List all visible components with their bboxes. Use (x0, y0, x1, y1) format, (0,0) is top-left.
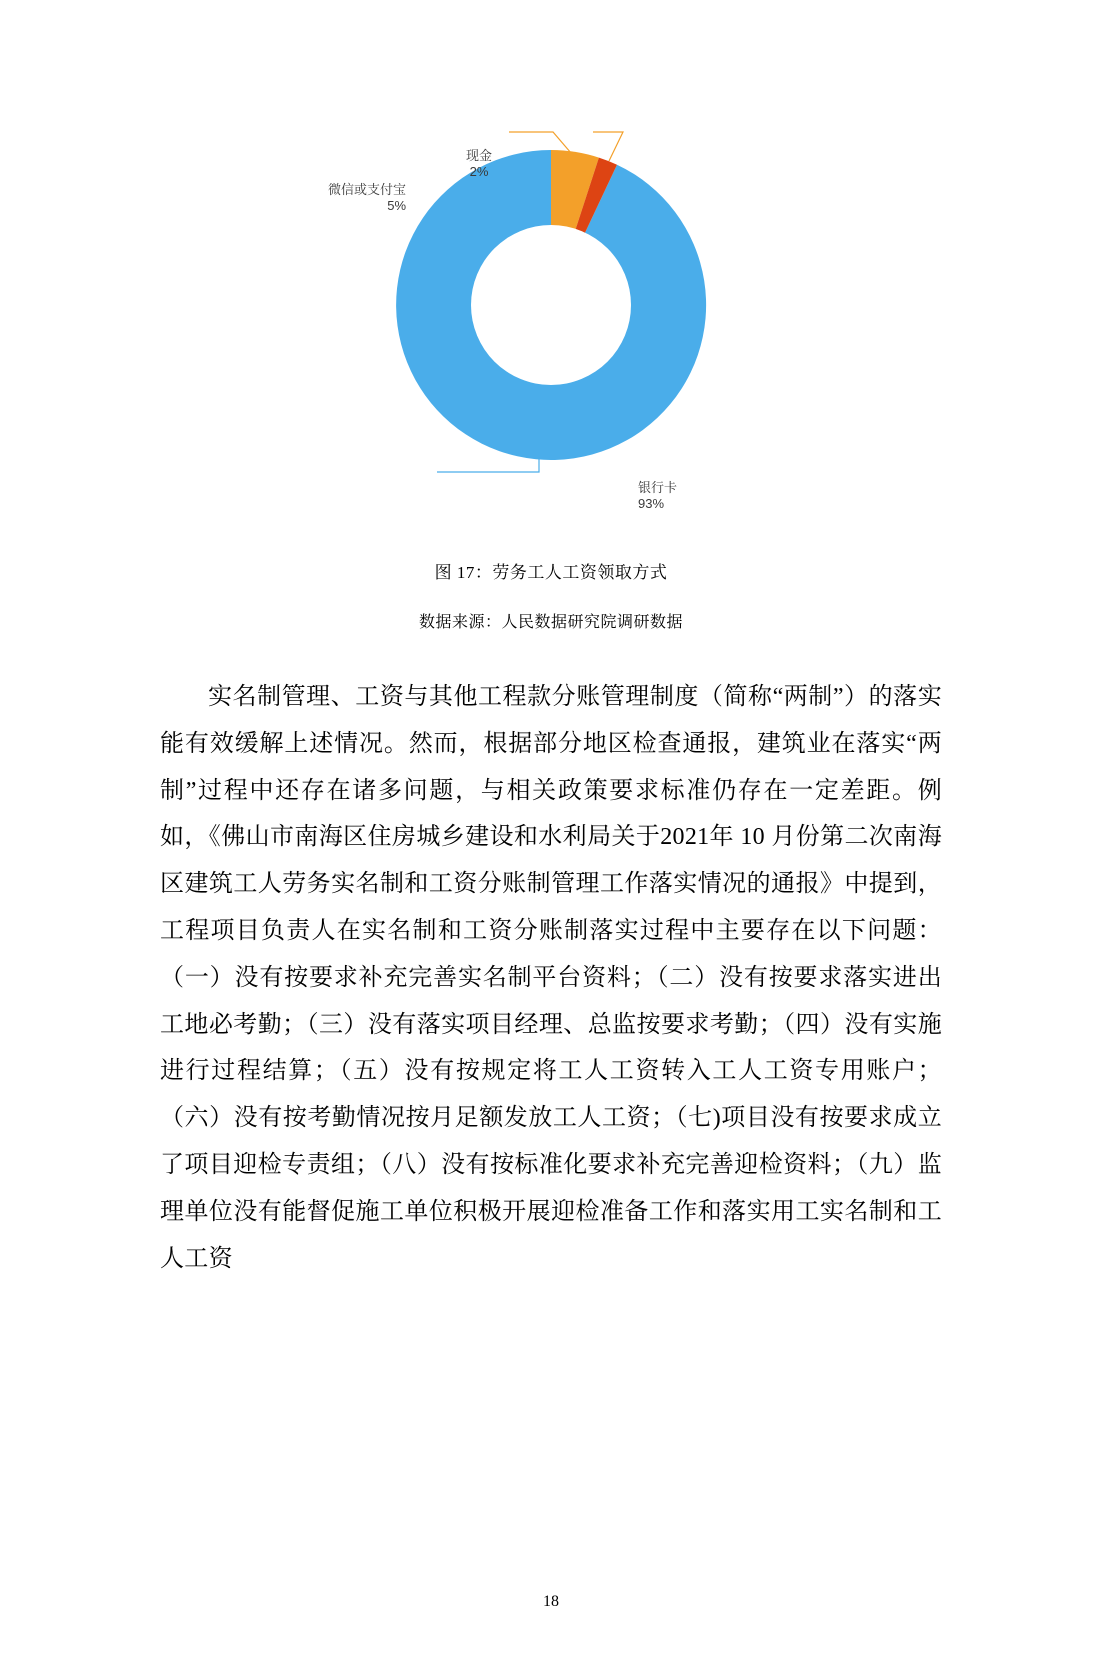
document-page (0, 110, 1102, 1669)
page-number: 18 (543, 1593, 559, 1610)
leader-line-bank (437, 459, 539, 472)
chart-label-cash-name: 现金 (466, 148, 493, 163)
leader-line-cash (593, 132, 623, 161)
chart-label-bank-card-value: 93% (638, 496, 665, 512)
chart-label-wechat-alipay (328, 182, 406, 215)
chart-label-bank-card (638, 480, 677, 513)
chart-label-bank-card-name: 银行卡 (638, 480, 678, 495)
donut-hole (471, 225, 631, 385)
leader-line-wechat (509, 132, 571, 153)
chart-label-cash-value: 2% (469, 164, 489, 180)
donut-chart (160, 110, 942, 510)
figure-source: 数据来源：人民数据研究院调研数据 (418, 614, 683, 631)
body-paragraph: 实名制管理、工资与其他工程款分账管理制度（简称“两制”）的落实能有效缓解上述情况。然而，根据部分地区检查通报，建筑业在落实“两制”过程中还存在诸多问题，与相关政策要求标准仍存在一定差距。例如，《佛山市南海区住房城乡建设和水利局关于2021年 10 月份第二次南海区建筑工人劳务实名制和工资分账制管理工作落实情况的通报》中提到，工程项目负责人在实名制和工资分账制落实过程中主要存在以下问题：（一）没有按要求补充完善实名制平台资料；（二）没有按要求落实进出工地必考勤；（三）没有落实项目经理、总监按要求考勤；（四）没有实施进行过程结算；（五）没有按规定将工人工资转入工人工资专用账户；（六）没有按考勤情况按月足额发放工人工资；（七)项目没有按要求成立了项目迎检专责组；（八）没有按标准化要求补充完善迎检资料；（九）监理单位没有能督促施工单位积极开展迎检准备工作和落实用工实名制和工人工资 (160, 684, 942, 1272)
figure-17 (160, 110, 942, 540)
figure-caption: 图 17：劳务工人工资领取方式 (434, 563, 668, 582)
chart-label-wechat-alipay-name: 微信或支付宝 (328, 182, 407, 197)
donut-chart-svg (241, 110, 861, 510)
chart-label-wechat-alipay-value: 5% (387, 198, 407, 214)
chart-label-cash (466, 148, 492, 181)
body-text (160, 674, 942, 1282)
